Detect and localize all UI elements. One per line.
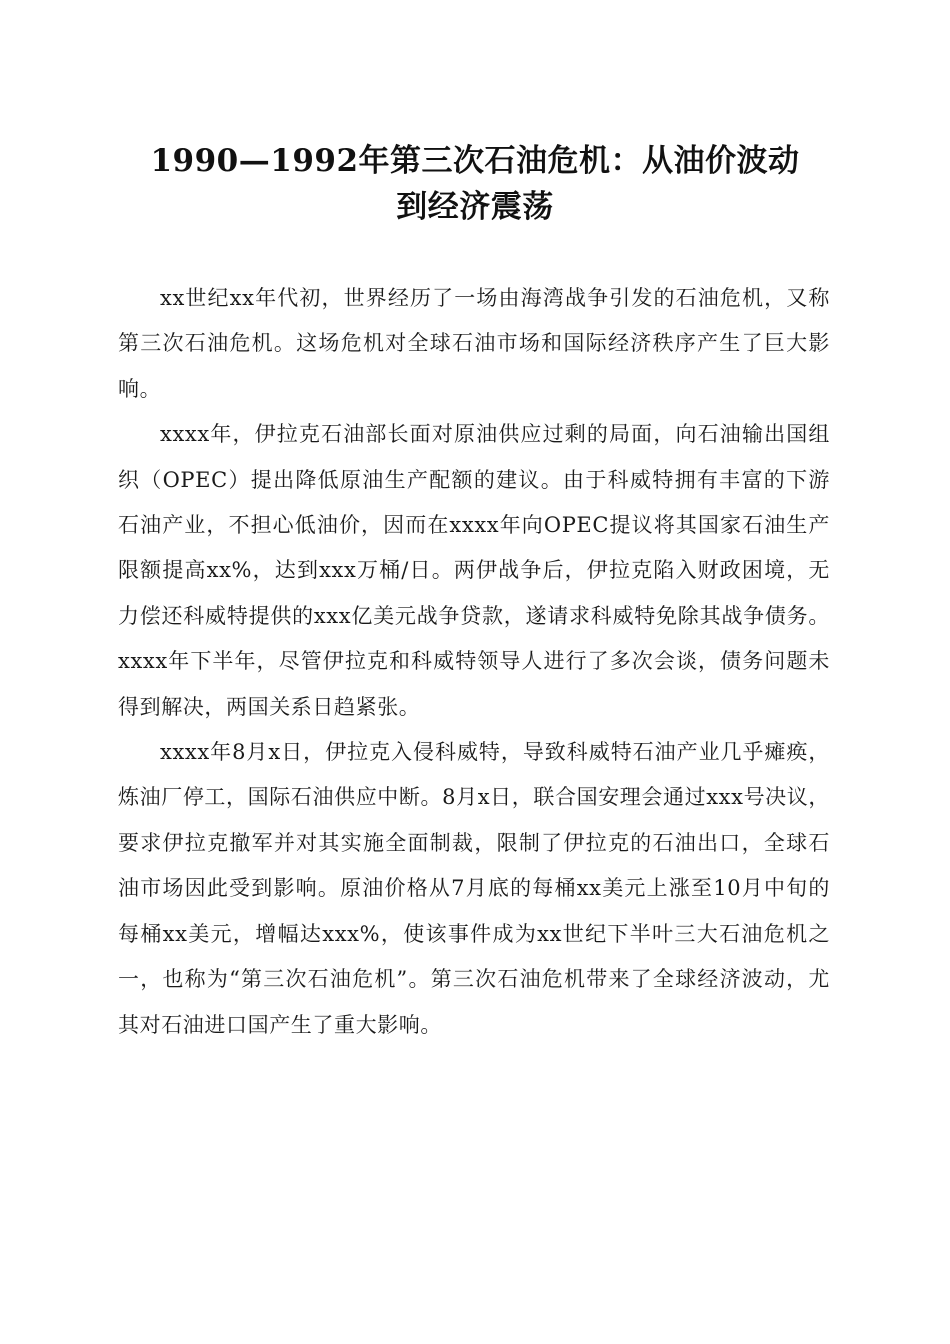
title-line-2: 到经济震荡	[396, 189, 554, 225]
document-body	[118, 276, 830, 1048]
paragraph-3: xxxx年8月x日，伊拉克入侵科威特，导致科威特石油产业几乎瘫痪，炼油厂停工，国际石油供应中断。8月x日，联合国安理会通过xxx号决议，要求伊拉克撤军并对其实施全面制裁，限制了伊拉克的石油出口，全球石油市场因此受到影响。原油价格从7月底的每桶xx美元上涨至10月中旬的每桶xx美元，增幅达xxx%，使该事件成为xx世纪下半叶三大石油危机之一，也称为“第三次石油危机”。第三次石油危机带来了全球经济波动，尤其对石油进口国产生了重大影响。	[118, 740, 830, 1037]
paragraph-2: xxxx年，伊拉克石油部长面对原油供应过剩的局面，向石油输出国组织（OPEC）提出降低原油生产配额的建议。由于科威特拥有丰富的下游石油产业，不担心低油价，因而在xxxx年向OPEC提议将其国家石油生产限额提高xx%，达到xxx万桶/日。两伊战争后，伊拉克陷入财政困境，无力偿还科威特提供的xxx亿美元战争贷款，遂请求科威特免除其战争债务。xxxx年下半年，尽管伊拉克和科威特领导人进行了多次会谈，债务问题未得到解决，两国关系日趋紧张。	[118, 422, 830, 719]
paragraph-1: xx世纪xx年代初，世界经历了一场由海湾战争引发的石油危机，又称第三次石油危机。这场危机对全球石油市场和国际经济秩序产生了巨大影响。	[118, 286, 830, 401]
title-line-1: 1990—1992年第三次石油危机：从油价波动	[150, 143, 800, 179]
document-title	[110, 138, 840, 230]
